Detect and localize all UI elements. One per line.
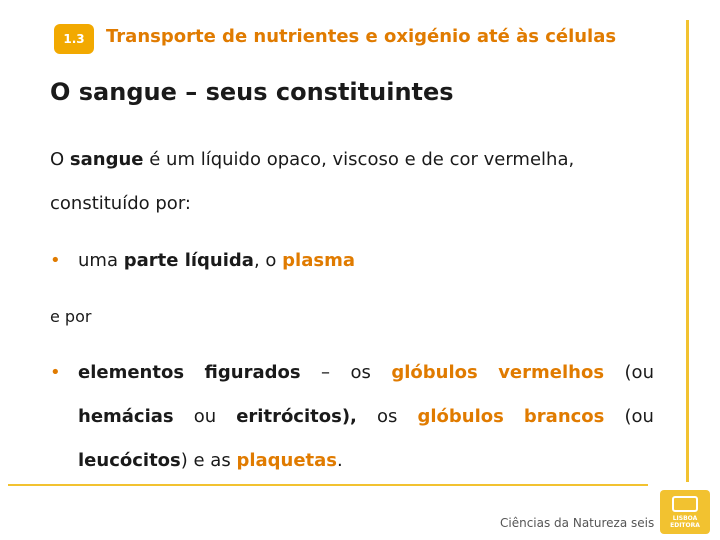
keyword-figurados: figurados [204, 362, 301, 383]
text: (ou [624, 406, 654, 427]
intro-line-1 [50, 138, 654, 182]
keyword-plaquetas: plaquetas [236, 450, 338, 471]
bullet-marker: • [50, 250, 61, 271]
text: (ou [624, 362, 654, 383]
intro-rest: é um líquido opaco, viscoso e de cor vermelha, [149, 149, 575, 170]
publisher-logo [660, 490, 710, 534]
text: , o [253, 250, 277, 271]
keyword-parte-liquida: parte líquida [123, 250, 254, 271]
bullet-plasma-line [78, 239, 654, 283]
footer-book-title: Ciências da Natureza seis [500, 516, 655, 530]
intro-word: O [50, 149, 65, 170]
bullet-line-2 [78, 395, 654, 439]
connector-text: e por [50, 307, 92, 326]
section-number-badge [54, 24, 94, 54]
bullet-plasma [78, 239, 654, 283]
vertical-divider [686, 20, 689, 482]
text: uma [78, 250, 118, 271]
logo-text: EDITORA [670, 521, 700, 529]
keyword-brancos: brancos [523, 406, 605, 427]
logo-text: LISBOA [672, 514, 698, 522]
footer-divider [8, 484, 648, 486]
text: os [350, 362, 371, 383]
dash: – [321, 362, 331, 383]
page-title: O sangue – seus constituintes [50, 78, 454, 106]
text: ou [193, 406, 217, 427]
intro-line-2: constituído por: [50, 193, 191, 214]
keyword-globulos: glóbulos [417, 406, 504, 427]
intro-paragraph [50, 138, 654, 226]
bullet-line-1 [78, 351, 654, 395]
section-number: 1.3 [63, 32, 85, 46]
keyword-leucocitos: leucócitos [78, 450, 181, 471]
keyword-plasma: plasma [282, 250, 355, 271]
keyword-eritrocitos: eritrócitos), [236, 406, 357, 427]
book-icon [672, 496, 698, 512]
intro-keyword-sangue: sangue [69, 149, 144, 170]
text: os [376, 406, 398, 427]
bullet-marker: • [50, 362, 61, 383]
keyword-hemacias: hemácias [78, 406, 174, 427]
bullet-line-3 [78, 439, 654, 483]
keyword-vermelhos: vermelhos [498, 362, 605, 383]
bullet-elementos-figurados [78, 351, 654, 483]
keyword-elementos: elementos [78, 362, 185, 383]
text: . [337, 450, 343, 471]
keyword-globulos: glóbulos [391, 362, 478, 383]
text: ) e as [180, 450, 237, 471]
section-title: Transporte de nutrientes e oxigénio até às células [106, 26, 617, 47]
